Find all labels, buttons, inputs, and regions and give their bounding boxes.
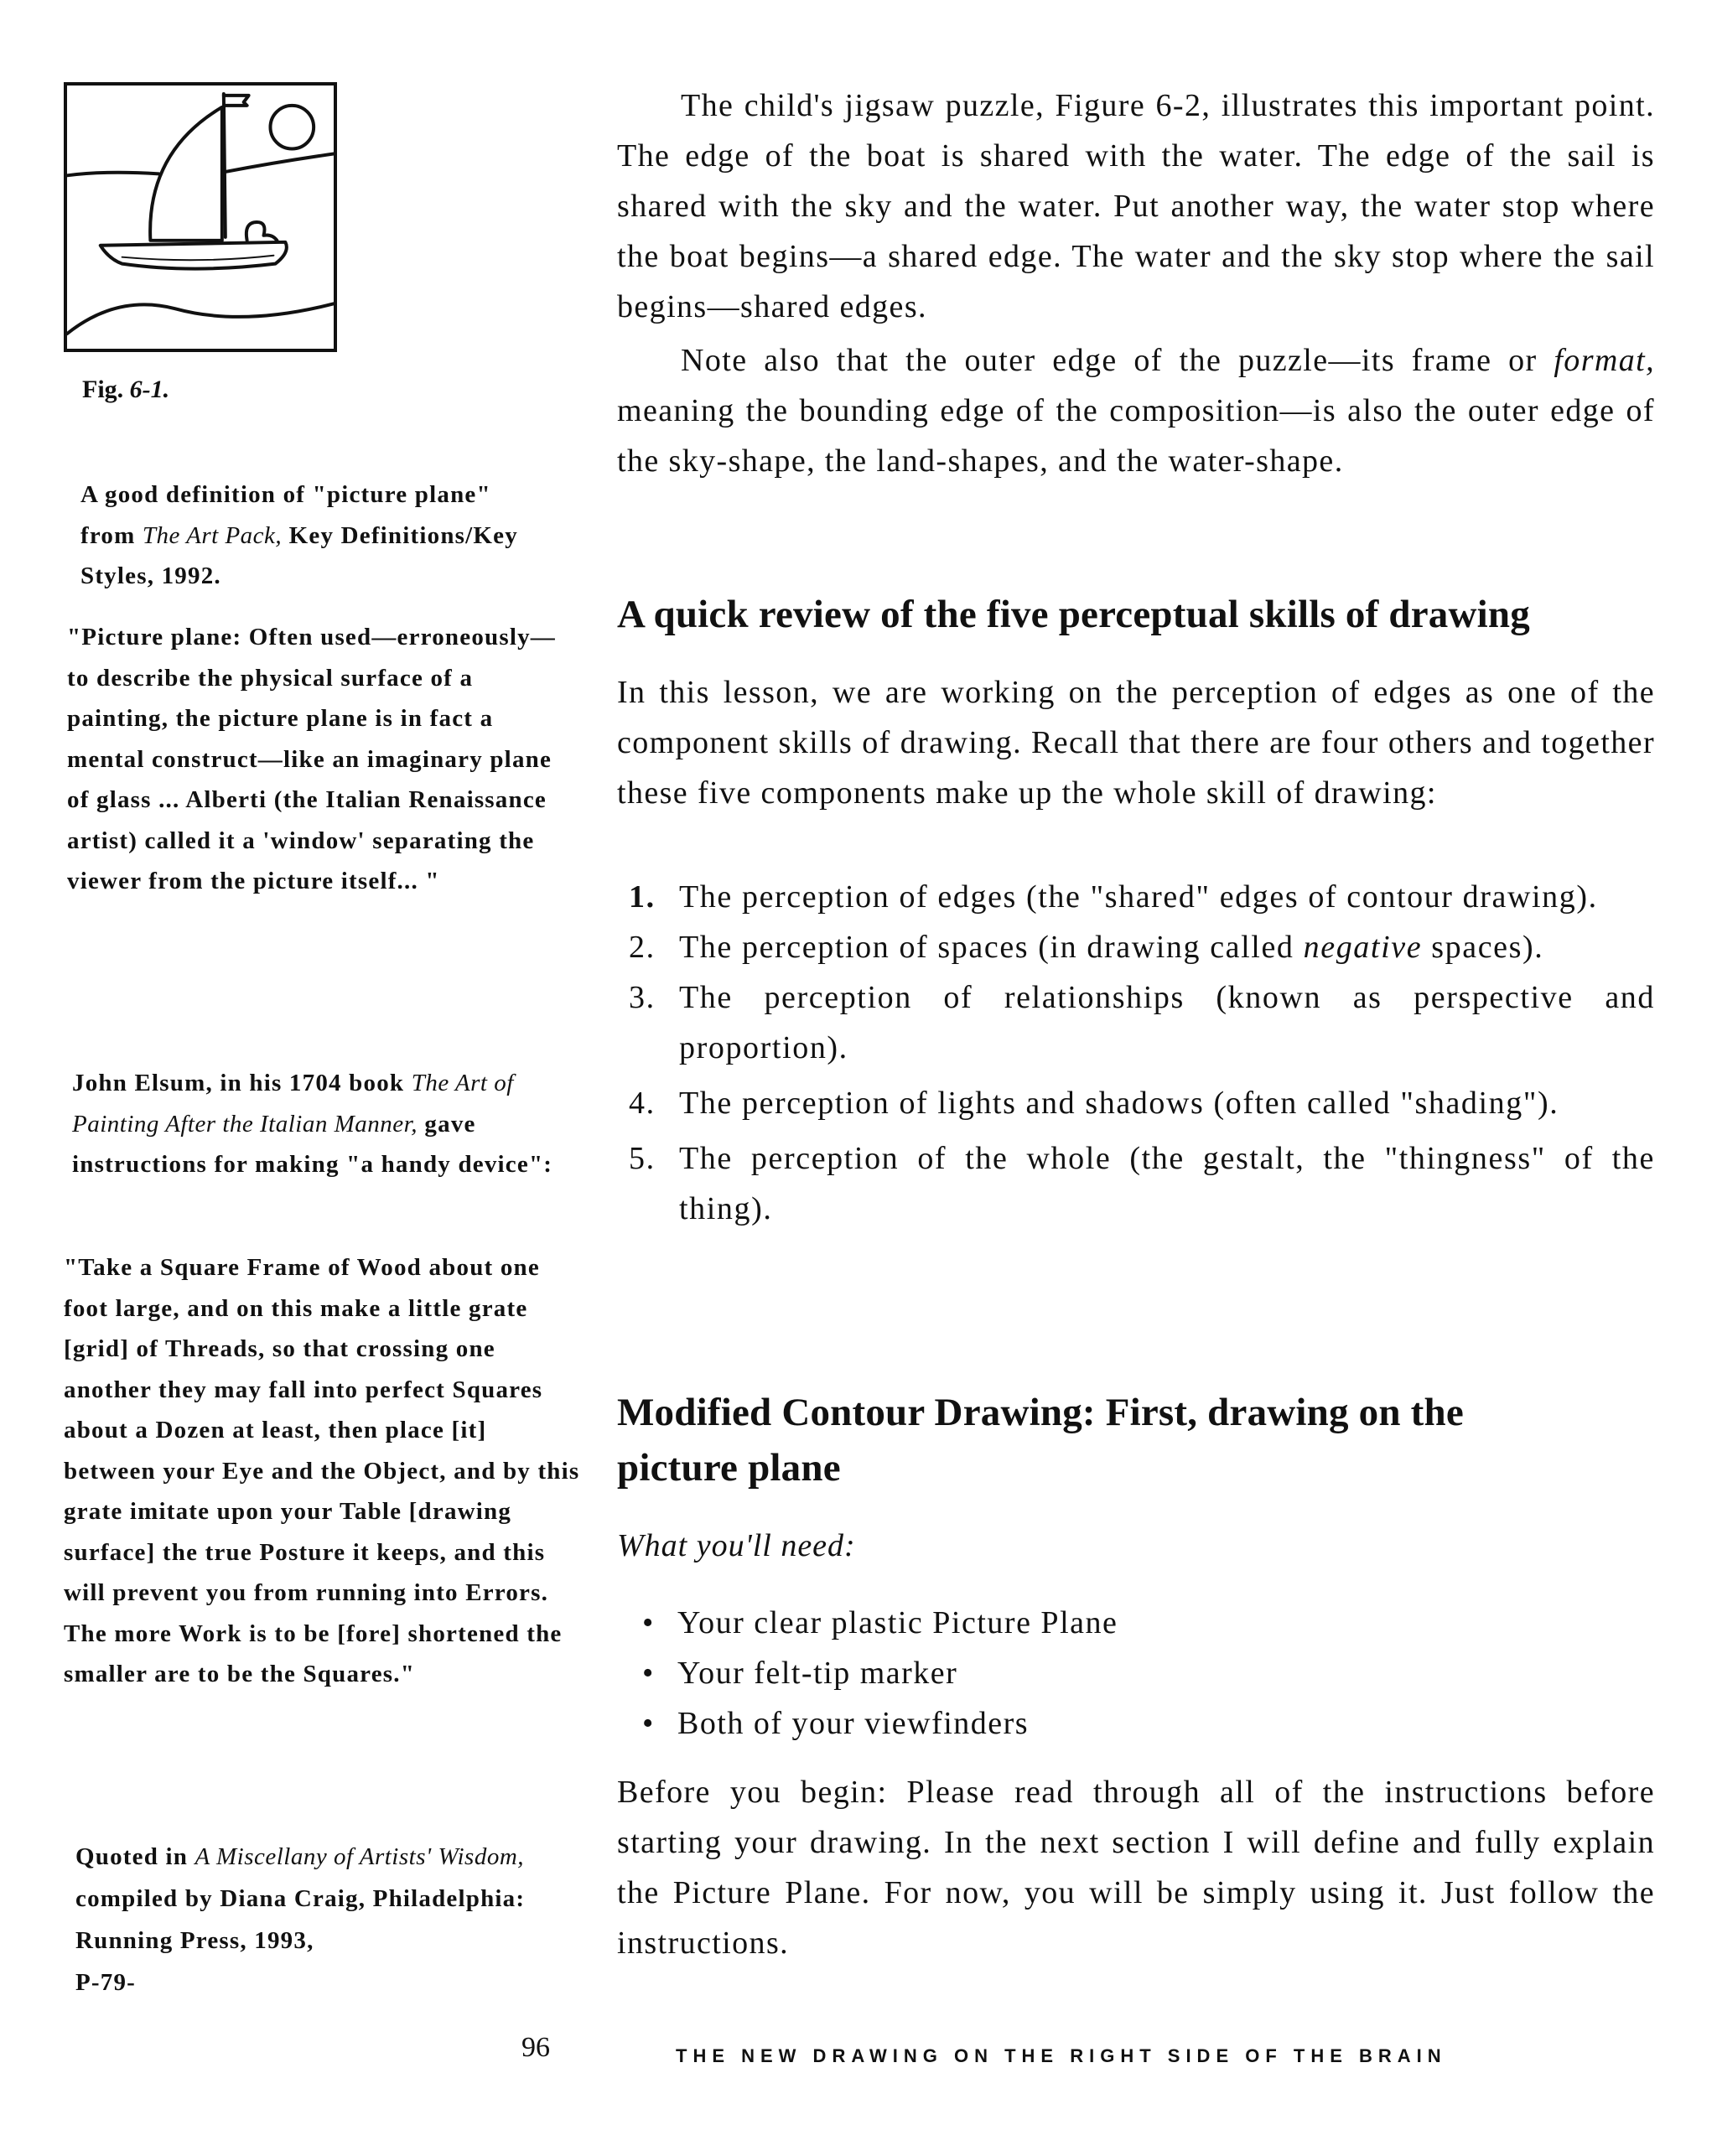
list-number: 5. xyxy=(629,1141,656,1176)
hull-line xyxy=(122,256,274,261)
paragraph-before-you-begin: Before you begin: Please read through all of the instructions before starting your drawing. In the next section I will define and fully explain the Picture Plane. For now, you will be simply using it. Just follow the instructions. xyxy=(617,1775,1655,1961)
list-item xyxy=(617,1078,1655,1128)
skills-list xyxy=(617,872,1655,1234)
elsum-quote xyxy=(64,1247,580,1695)
definition-intro-text: A good definition of "picture plane" from xyxy=(80,481,491,549)
list-item: • Both of your viewfinders xyxy=(617,1698,1655,1749)
running-title: THE NEW DRAWING ON THE RIGHT SIDE OF THE BRAIN xyxy=(676,2045,1447,2066)
elsum-intro-text-2: gave instructions for making "a handy device": xyxy=(72,1110,553,1178)
definition-source-title: The Art Pack, xyxy=(142,521,283,549)
list-item-text: The perception of relationships (known as perspective and proportion). xyxy=(679,980,1655,1065)
paragraph-lesson-intro: In this lesson, we are working on the perception of edges as one of the component skills of drawing. Recall that there are four others and together these five components make up the whole skill of drawing: xyxy=(617,675,1655,811)
list-number: 1. xyxy=(629,879,656,915)
list-item xyxy=(617,872,1655,922)
sail xyxy=(150,107,222,241)
page-number: 96 xyxy=(521,2032,550,2063)
needs-list xyxy=(617,1598,1655,1749)
elsum-intro-text: John Elsum, in his 1704 book xyxy=(72,1070,405,1096)
elsum-intro xyxy=(72,1063,575,1185)
sailboat-illustration xyxy=(67,86,334,349)
list-item-text: The perception of edges (the "shared" edges of contour drawing). xyxy=(679,879,1598,915)
elsum-book-title: The Art of Painting After the Italian Manner, xyxy=(72,1070,514,1138)
sun-shape xyxy=(270,106,314,149)
list-number: 4. xyxy=(629,1086,656,1121)
figure-6-1-sailboat-drawing xyxy=(64,82,337,352)
list-number: 2. xyxy=(629,930,656,965)
list-item xyxy=(617,1133,1655,1234)
definition-intro-text-2: Key Definitions/Key Styles, 1992. xyxy=(80,521,518,589)
elsum-quote-text: "Take a Square Frame of Wood about one foot large, and on this make a little grate [grid] of Threads, so that crossing one another they may fall into perfect Squares about a Dozen at least, then place [it] between your Eye and the Object, and by this grate imitate upon your Table [drawing surface] the true Posture it keeps, and this will prevent you from running into Errors. The more Work is to be [fore] shortened the smaller are to be the Squares." xyxy=(64,1254,580,1687)
flag xyxy=(224,96,249,106)
paragraph-outer-edge xyxy=(617,335,1655,486)
list-item-italic: negative xyxy=(1303,930,1423,965)
caption-prefix: Fig. xyxy=(82,376,124,403)
definition-intro xyxy=(80,474,550,597)
source-text: Quoted in xyxy=(75,1843,189,1870)
source-text-2: compiled by Diana Craig, Philadelphia: Running Press, 1993, xyxy=(75,1885,526,1954)
figure-caption xyxy=(82,376,169,404)
heading-five-skills: A quick review of the five perceptual skills of drawing xyxy=(617,593,1530,636)
picture-plane-quote: "Picture plane: Often used—erroneously—to describe the physical surface of a painting, the picture plane is in fact a mental construct—like an imaginary plane of glass ... Alberti (the Italian Renaissance artist) called it a 'window' separating the viewer from the picture itself... " xyxy=(67,624,556,894)
land-shape xyxy=(67,303,334,334)
heading-modified-contour: Modified Contour Drawing: First, drawing on the picture plane xyxy=(617,1391,1464,1490)
source-book-title: A Miscellany of Artists' Wisdom, xyxy=(195,1843,525,1870)
boat-passenger xyxy=(246,222,278,241)
definition-quote xyxy=(67,617,575,902)
caption-number: 6-1. xyxy=(129,376,170,403)
list-item-text-2: spaces). xyxy=(1431,930,1544,965)
list-item: • Your felt-tip marker xyxy=(617,1648,1655,1698)
para2-italic-format: format, xyxy=(1554,343,1655,378)
boat-hull xyxy=(101,242,287,269)
source-page: P-79- xyxy=(75,1969,137,1996)
list-item xyxy=(617,922,1655,972)
para2-text-a: Note also that the outer edge of the puzzle—its frame or xyxy=(681,343,1538,378)
paragraph-jigsaw: The child's jigsaw puzzle, Figure 6-2, illustrates this important point. The edge of the boat is shared with the water. The edge of the sail is shared with the sky and the water. Put another way, the water stop where the boat begins—a shared edge. The water and the sky stop where the sail begins—shared edges. xyxy=(617,88,1655,324)
horizon-left xyxy=(67,173,158,176)
list-item: • Your clear plastic Picture Plane xyxy=(617,1598,1655,1648)
mast xyxy=(224,94,226,237)
list-number: 3. xyxy=(629,980,656,1015)
needs-label: What you'll need: xyxy=(617,1528,856,1563)
list-item-text: The perception of lights and shadows (often called "shading"). xyxy=(679,1086,1559,1121)
horizon-right xyxy=(224,153,334,172)
para2-text-b: meaning the bounding edge of the composition—is also the outer edge of the sky-shape, the land-shapes, and the water-shape. xyxy=(617,393,1655,479)
list-item xyxy=(617,972,1655,1073)
list-item-text: The perception of spaces (in drawing called xyxy=(679,930,1294,965)
quote-source xyxy=(75,1836,578,2003)
list-item-text: The perception of the whole (the gestalt, the "thingness" of the thing). xyxy=(679,1141,1655,1226)
